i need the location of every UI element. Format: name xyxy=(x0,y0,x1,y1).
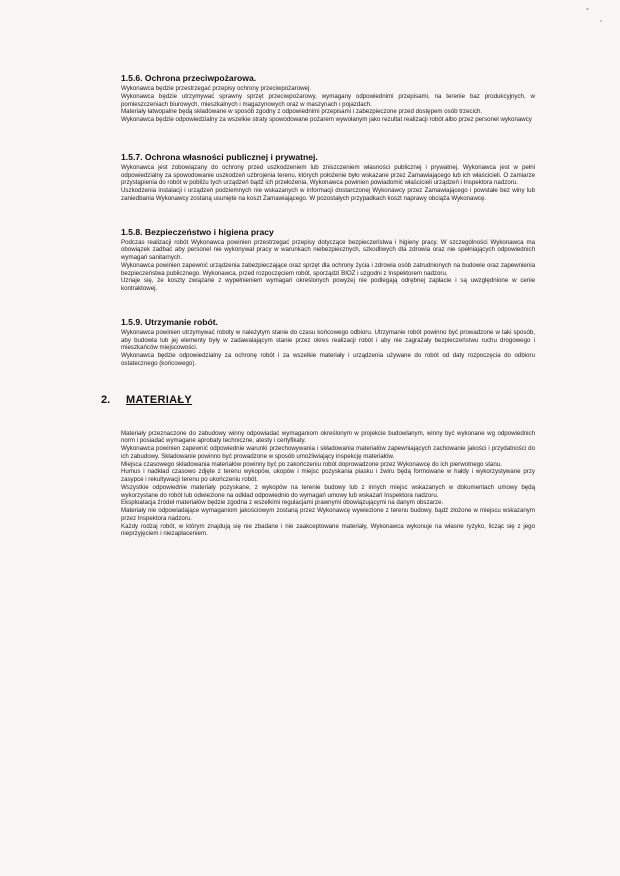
paragraph: Eksploatacja źródeł materiałów będzie zgodna z wszelkimi regulacjami prawnymi obowiązującymi na danym obszarze. xyxy=(121,499,444,507)
scan-speck xyxy=(600,20,602,22)
section-materials xyxy=(121,430,535,539)
section-title: 1.5.7. Ochrona własności publicznej i prywatnej. xyxy=(121,151,318,162)
paragraph: Wykonawca będzie przestrzegać przepisy ochrony przeciwpożarowej. xyxy=(121,85,312,92)
chapter-heading xyxy=(101,394,535,406)
section-title: 1.5.9. Utrzymanie robót. xyxy=(121,316,218,327)
section-property-protection xyxy=(121,151,535,203)
paragraph: Miejsca czasowego składowania materiałów powinny być po zakończeniu robót doprowadzone przez Wykonawcę do ich pierwotnego stanu. xyxy=(121,460,502,468)
paragraph: Wszystkie odpowiednie materiały pozyskane, z wykopów na terenie budowy lub z innych miejsc wskazanych w dokumentach umowy będą wykorzystane do robót lub odwiezione na odkład odpowiednio do wymagań umowy lub wskazań Inspektora nadzoru. xyxy=(121,483,535,499)
paragraph: Każdy rodzaj robót, w którym znajdują się nie zbadane i nie zaakceptowane materiały, Wykonawca wykonuje na własne ryzyko, licząc się z jego nieprzyjęciem i niezapłaceniem. xyxy=(121,522,535,538)
chapter-title: MATERIAŁY xyxy=(126,393,193,406)
paragraph: Wykonawca będzie odpowiedzialny za wszelkie straty spowodowane pożarem wywołanym jako rezultat realizacji robót albo przez personel wykonawcy xyxy=(121,116,532,123)
paragraph: Podczas realizacji robót Wykonawca powinien przestrzegać przepisy dotyczące bezpieczeństwa i higieny pracy. W szczególności Wykonawca ma obowiązek zadbać aby personel nie wykonywał pracy w warunkach niebezpiecznych, szkodliwych dla zdrowia oraz nie spełniających odpowiednich wymagań sanitarnych. xyxy=(121,238,535,261)
paragraph: Wykonawca powinien zapewnić urządzenia zabezpieczające oraz sprzęt dla ochrony życia i zdrowia osób zatrudnionych na budowie oraz zapewnienia bezpieczeństwa publicznego. Wykonawca, przed rozpoczęciem robót, sporządzi BIOZ i uzgodni z Inspektorem nadzoru. xyxy=(121,261,535,277)
paragraph: Wykonawca jest zobowiązany do ochrony przed uszkodzeniem lub zniszczeniem własności publicznej i prywatnej. Wykonawca jest w pełni odpowiedzialny za spowodowanie uszkodzeń uzbrojenia terenu, których położenie było wskazane przez Zamawiającego lub ich właścicieli. O zamiarze przystąpienia do robót w pobliżu tych urządzeń bądź ich przełożenia, Wykonawca powinien powiadomić właścicieli urządzeń i Inspektora nadzoru. xyxy=(121,163,535,187)
paragraph: Materiały łatwopalne będą składowane w sposób zgodny z odpowiednimi przepisami i zabezpieczone przed dostępem osób trzecich. xyxy=(121,108,483,116)
paragraph: Humus i nadkład czasowo zdjęte z terenu wykopów, ukopów i miejsc pozyskania piasku i żwiru będą formowane w hałdy i wykorzystywane przy zasypce i rekultywacji terenu po ukończeniu robót. xyxy=(121,468,535,483)
paragraph: Wykonawca będzie utrzymywać sprawny sprzęt przeciwpożarowy, wymagany odpowiednimi przepisami, na terenie baz produkcyjnych, w pomieszczeniach biurowych, mieszkalnych i magazynowych oraz w maszynach i pojazdach. xyxy=(121,92,535,108)
paragraph: Wykonawca powinien utrzymywać roboty w należytym stanie do czasu końcowego odbioru. Utrzymanie robót powinno być prowadzone w taki sposób, aby budowla lub jej elementy były w zadawalającym stanie przez okres realizacji robót i aby nie zagrażały bezpieczeństwu ruchu drogowego i mieszkańców miejscowości. xyxy=(121,328,535,352)
section-title: 1.5.6. Ochrona przeciwpożarowa. xyxy=(121,73,257,83)
document-content xyxy=(101,72,535,538)
section-fire-protection xyxy=(121,72,535,124)
section-works-maintenance xyxy=(121,316,535,368)
paragraph: Wykonawca będzie odpowiedzialny za ochronę robót i za wszelkie materiały i urządzenia używane do robót od daty rozpoczęcia do odbioru ostatecznego (końcowego). xyxy=(121,352,535,367)
paragraph: Materiały przeznaczone do zabudowy winny odpowiadać wymaganiom określonym w projekcie budowlanym, winny być wykonane wg odpowiednich norm i posiadać wymagane aprobaty techniczne, atesty i certyfikaty. xyxy=(121,429,535,445)
paragraph: Uszkodzenia instalacji i urządzeń podziemnych nie wskazanych w informacji dostarczonej Wykonawcy przez Zamawiającego i powstałe bez winy lub zaniedbania Wykonawcy zostaną usunięte na koszt Zamawiającego. W pozostałych przypadkach koszt naprawy obciąża Wykonawcę. xyxy=(121,187,535,202)
section-health-safety xyxy=(121,226,535,293)
section-title: 1.5.8. Bezpieczeństwo i higiena pracy xyxy=(121,226,274,237)
paragraph: Uznaje się, że koszty związane z wypełnieniem wymagań określonych powyżej nie podlegają odrębnej zapłacie i są uwzględnione w cenie kontraktowej. xyxy=(121,277,535,292)
scan-speck xyxy=(586,8,589,10)
chapter-number: 2. xyxy=(101,393,111,406)
paragraph: Materiały nie odpowiadające wymaganiom jakościowym zostaną przez Wykonawcę wywiezione z terenu budowy, bądź złożone w miejscu wskazanym przez Inspektora nadzoru. xyxy=(121,507,535,522)
paragraph: Wykonawca powinien zapewnić odpowiednie warunki przechowywania i składowania materiałów zapewniających zachowanie jakości i przydatności do ich zabudowy. Składowanie powinno być prowadzone w sposób umożliwiający inspekcję materiałów. xyxy=(121,445,535,460)
